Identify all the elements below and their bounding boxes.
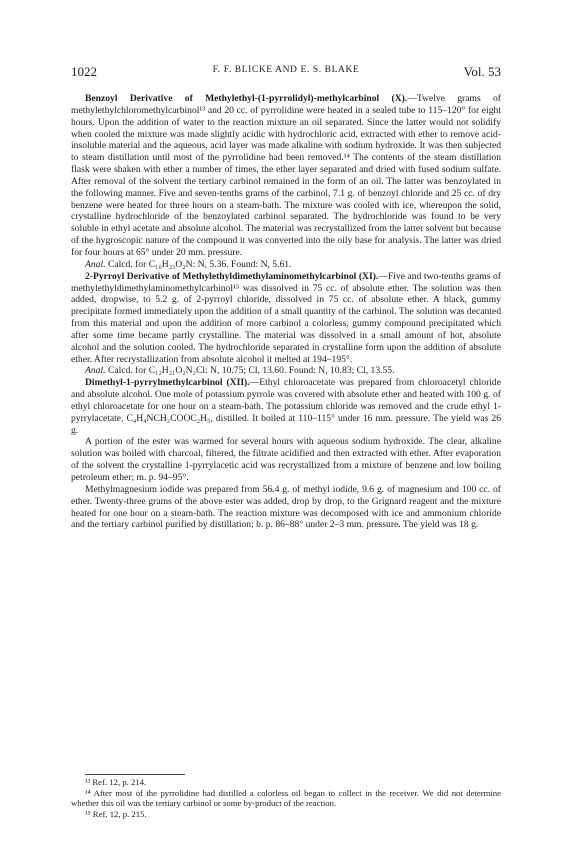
footnote-15: ¹⁵ Ref. 12, p. 215. (85, 808, 147, 819)
section-title: Benzoyl Derivative of Methylethyl-(1-pyrrolidyl)-methylcarbinol (X). (85, 93, 408, 104)
analysis-values: Calcd. for C₁₂H₂₁O₂N₂Cl: N, 10.75; Cl, 13.60. Found: N, 10.83; Cl, 13.55. (107, 365, 395, 377)
section-title: 2-Pyrroyl Derivative of Methylethyldimethylaminomethylcarbinol (XI). (85, 270, 379, 282)
footnotes (71, 774, 501, 819)
volume-label: Vol. 53 (463, 64, 501, 79)
running-head-authors: F. F. BLICKE AND E. S. BLAKE (212, 65, 360, 75)
section-pyrroyl-derivative (71, 271, 501, 366)
section-title: Dimethyl-1-pyrrylmethylcarbinol (XII). (85, 377, 250, 389)
analysis-label: Anal. (85, 365, 106, 377)
section-body: —Five and two-tenths grams of methylethyldimethylaminomethylcarbinol¹⁵ was dissolved in 75 cc. of absolute ether. The solution was then added, dropwise, to 5.2 g. of 2-pyrroyl chloride, dissolved in 75 cc. of absolute ether. A black, gummy precipitate formed immediately upon the addition of a small quantity of the carbinol. The solution was decanted from this material and upon the addition of more carbinol a colorless, gummy compound precipitated which after some time became partly crystalline. The material was dissolved in a small amount of hot, absolute alcohol and the solution cooled. The hydrochloride separated in crystalline form upon the addition of absolute ether. After recrystallization from absolute alcohol it melted at 194–195°. (71, 270, 501, 365)
section-benzoyl-derivative (71, 93, 501, 259)
footnote-divider (85, 774, 185, 775)
section-body: —Twelve grams of methylethylchloromethylcarbinol¹³ and 20 cc. of pyrrolidine were heated in a sealed tube to 115–120° for eight hours. Upon the addition of water to the reaction mixture an oil separated. Since the latter would not solidify when cooled the mixture was made slightly acidic with hydrochloric acid, extracted with ether to remove acid-insoluble material and the aqueous, acid layer was made alkaline with sodium hydroxide. It was then subjected to steam distillation until most of the pyrrolidine had been removed.¹⁴ The contents of the steam distillation flask were shaken with ether a number of times, the ether layer separated and dried with fused sodium sulfate. After removal of the solvent the tertiary carbinol remained in the form of an oil. The latter was benzoylated in the following manner. Five and seven-tenths grams of the carbinol, 7.1 g. of benzoyl chloride and 25 cc. of dry benzene were heated for three hours on a steam-bath. The mixture was cooled with ice, whereupon the solid, crystalline hydrochloride of the benzoylated carbinol separated. The hydrochloride was found to be very soluble in ethyl acetate and absolute alcohol. The material was recrystallized from the latter solvent but because of the hygroscopic nature of the compound it was converted into the oily base for analysis. The latter was dried for four hours at 65° under 20 mm. pressure. (71, 93, 501, 258)
page-number: 1022 (71, 64, 97, 79)
paragraph-grignard: Methylmagnesium iodide was prepared from 56.4 g. of methyl iodide, 9.6 g. of magnesium and 100 cc. of ether. Twenty-three grams of the above ester was added, drop by drop, to the Grignard reagent and the mixture heated for one hour on a steam-bath. The reaction mixture was decomposed with ice and ammonium chloride and the tertiary carbinol purified by distillation; b. p. 86–88° under 2–3 mm. pressure. The yield was 18 g. (71, 483, 501, 531)
footnote-14: ¹⁴ After most of the pyrrolidine had distilled a colorless oil began to collect in the receiver. We did not determine whether this oil was the tertiary carbinol or some by-product of the reaction. (71, 787, 501, 809)
footnote-13: ¹³ Ref. 12, p. 214. (85, 777, 147, 787)
analysis-label: Anal. (85, 258, 106, 270)
analysis-values: Calcd. for C₁₆H₂₃O₂N: N, 5.36. Found: N, 5.61. (107, 258, 292, 270)
section-pyrrylmethylcarbinol (71, 377, 501, 436)
analysis-line (71, 259, 501, 271)
analysis-line (71, 365, 501, 377)
running-head (71, 64, 501, 82)
paragraph-ester-hydrolysis: A portion of the ester was warmed for several hours with aqueous sodium hydroxide. The clear, alkaline solution was boiled with charcoal, filtered, the filtrate acidified and then extracted with ether. After evaporation of the solvent the crystalline 1-pyrrylacetic acid was recrystallized from a mixture of benzene and low boiling petroleum ether; m. p. 94–95°. (71, 436, 501, 483)
section-body: —Ethyl chloroacetate was prepared from chloroacetyl chloride and absolute alcohol. One mole of potassium pyrrole was covered with absolute ether and heated with 100 g. of ethyl chloroacetate for one hour on a steam-bath. The potassium chloride was removed and the crude ethyl 1-pyrrylacetate, C₄H₄NCH₂COOC₂H₅, distilled. It boiled at 110–115° under 16 mm. pressure. The yield was 26 g. (71, 377, 501, 436)
article-body (71, 93, 501, 531)
